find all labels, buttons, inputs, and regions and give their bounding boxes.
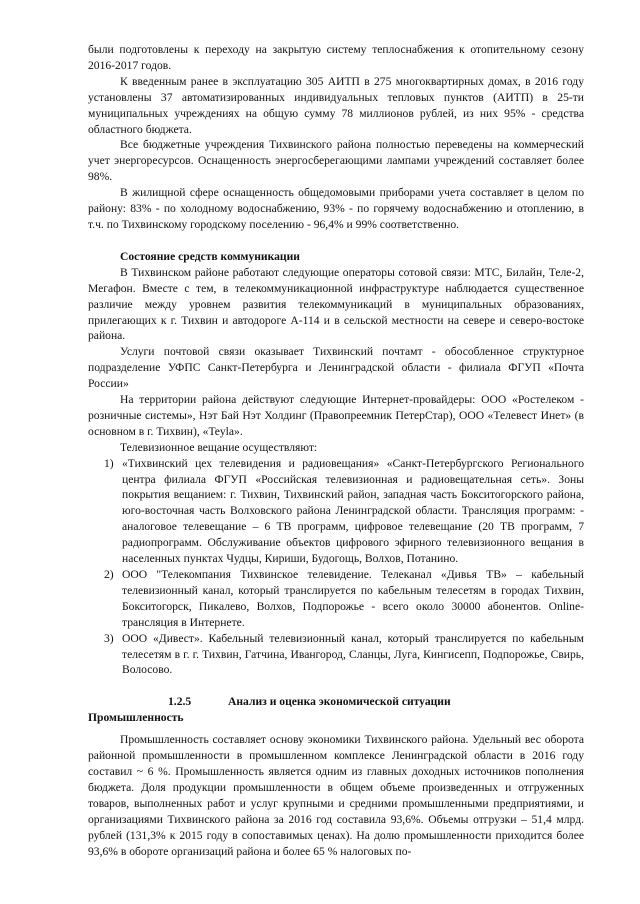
- paragraph-budget-institutions: Все бюджетные учреждения Тихвинского района полностью переведены на коммерческий учет энергоресурсов. Оснащенность энергосберегающими лампами учреждений составляет более 98%.: [88, 138, 584, 184]
- paragraph-heat-supply: были подготовлены к переходу на закрытую систему теплоснабжения к отопительному сезону 2016-2017 годов.: [88, 43, 584, 72]
- list-item-text: ООО «Дивест». Кабельный телевизионный канал, который транслируется по кабельным телесетям в г. г. Тихвин, Гатчина, Ивангород, Сланцы, Луга, Кингисепп, Подпорожье, Свирь, Волосово.: [122, 631, 584, 677]
- paragraph-housing-meters: В жилищной сфере оснащенность общедомовыми приборами учета составляет в целом по району: 83% - по холодному водоснабжению, 93% - по горячему водоснабжению и отоплению, в т.ч. по Тихвинскому городскому поселению - 96,4% и 99% соответственно.: [88, 186, 584, 231]
- list-item-number: 1): [104, 456, 114, 470]
- section-title: Анализ и оценка экономической ситуации: [228, 695, 451, 709]
- subsection-title: Промышленность: [88, 711, 184, 725]
- list-item-number: 3): [104, 631, 114, 645]
- section-number: 1.2.5: [168, 695, 192, 709]
- heading-communications: Состояние средств коммуникации: [120, 249, 300, 263]
- paragraph-internet-providers: На территории района действуют следующие Интернет-провайдеры: ООО «Ростелеком - розничные системы», Нэт Бай Нэт Холдинг (Правопреемник ПетерСтар), ООО «Телевест Инет» (в основном в г. Тихвин), «Teyla».: [88, 393, 584, 438]
- tv-broadcasters-list: [88, 456, 584, 679]
- paragraph-postal-service: Услуги почтовой связи оказывает Тихвинский почтамт - обособленное структурное подразделение УФПС Санкт-Петербурга и Ленинградской области - филиала ФГУП «Почта России»: [88, 345, 584, 391]
- paragraph-cellular-operators: В Тихвинском районе работают следующие операторы сотовой связи: МТС, Билайн, Теле-2, Мегафон. Вместе с тем, в телекоммуникационной инфраструктуре наблюдается существенное различие между уровнем развития телекоммуникаций в муниципальных образованиях, прилегающих к г. Тихвин и автодороге А-114 и в сельской местности на севере и северо-востоке района.: [88, 265, 584, 343]
- list-item: [104, 567, 584, 631]
- paragraph-aitp: К введенным ранее в эксплуатацию 305 АИТП в 275 многоквартирных домах, в 2016 году установлены 37 автоматизированных индивидуальных тепловых пунктов (АИТП) в 25-ти муниципальных учреждениях на общую сумму 78 миллионов рублей, из них 95% - средства областного бюджета.: [88, 74, 584, 136]
- list-item-text: «Тихвинский цех телевидения и радиовещания» «Санкт-Петербургского Регионального центра филиала ФГУП «Российская телевизионная и радиовещательная сеть». Зоны покрытия вещанием: г. Тихвин, Тихвинский район, западная часть Бокситогорского района, юго-восточная часть Волховского района Ленинградской области. Трансляция программ: - аналоговое телевещание – 6 ТВ программ, цифровое телевещание (20 ТВ программ, 7 радиопрограмм. Обслуживание объектов цифрового эфирного телевизионного вещания в населенных пунктах Чудцы, Кириши, Будогощь, Волхов, Потанино.: [122, 456, 584, 566]
- paragraph-tv-intro: Телевизионное вещание осуществляют:: [120, 440, 318, 454]
- list-item-text: ООО "Телекомпания Тихвинское телевидение. Телеканал «Дивья ТВ» – кабельный телевизионный канал, который транслируется по кабельным телесетям в городах Тихвин, Бокситогорск, Пикалево, Волхов, Подпорожье - всего около 30000 абонентов. Online-трансляция в Интернете.: [122, 568, 584, 629]
- section-heading: [88, 694, 584, 710]
- paragraph-industry: Промышленность составляет основу экономики Тихвинского района. Удельный вес оборота районной промышленности в промышленном комплексе Ленинградской области в 2016 году составил ~ 6 %. Промышленность является одним из главных доходных источников пополнения бюджета. Доля продукции промышленности в общем объеме произведенных и отгруженных товаров, выполненных работ и услуг крупными и средними промышленными предприятиями, и организациями Тихвинского района за 2016 год составила 93,6%. Объемы отгрузки – 51,4 млрд. рублей (131,3% к 2015 году в сопоставимых ценах). На долю промышленности приходится более 93,6% в обороте организаций района и более 65 % налоговых по-: [88, 733, 584, 858]
- list-item-number: 2): [104, 568, 114, 581]
- list-item: [104, 456, 584, 567]
- list-item: [104, 631, 584, 679]
